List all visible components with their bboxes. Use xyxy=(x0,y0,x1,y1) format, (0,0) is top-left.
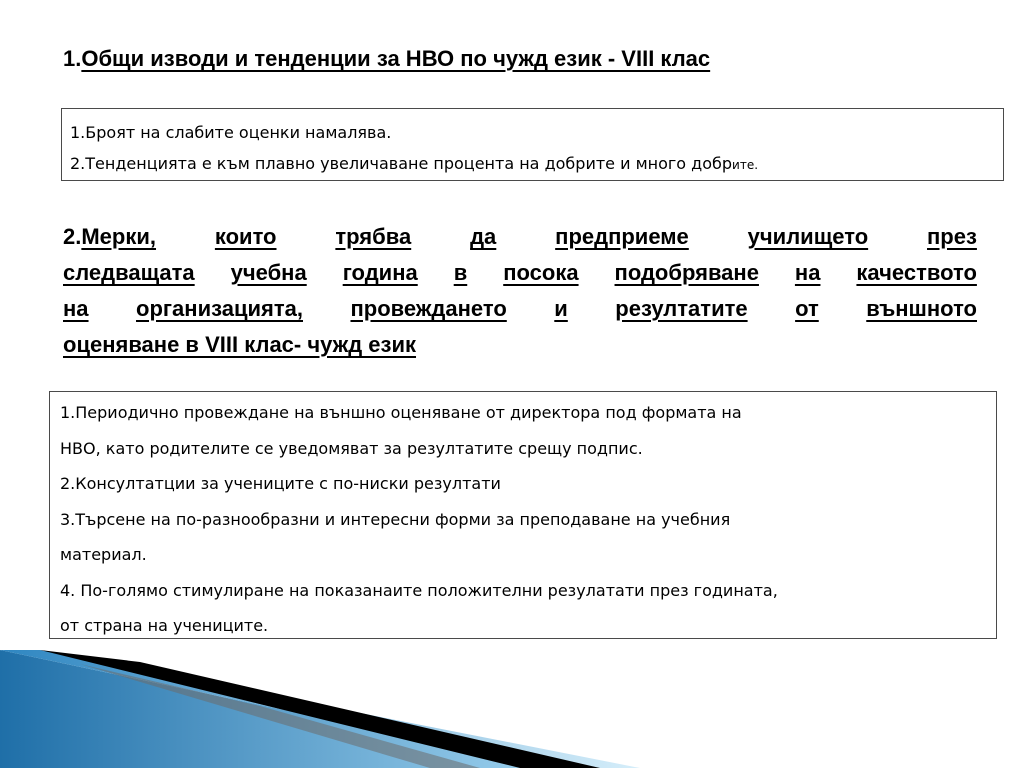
section2-word: външното xyxy=(866,296,977,321)
section2-line xyxy=(63,291,977,327)
conclusion-item-text: 2.Тенденцията е към плавно увеличаване процента на добрите и много добр xyxy=(70,154,733,173)
section2-line4: оценяване в VIII клас- чужд език xyxy=(63,332,417,357)
conclusion-item-tail: ите. xyxy=(732,158,759,172)
section2-word: Мерки, xyxy=(81,224,157,249)
section2-word: учебна xyxy=(230,260,307,285)
section2-line xyxy=(63,219,977,255)
section2-word: в xyxy=(453,260,468,285)
measure-line: 3.Търсене на по-разнообразни и интересни форми за преподаване на учебния xyxy=(60,509,731,529)
section2-word: от xyxy=(795,296,819,321)
section2-word: посока xyxy=(503,260,579,285)
measure-line: 4. По-голямо стимулиране на показанаите положителни резулатати през годината, xyxy=(60,580,778,600)
conclusion-item: 1.Броят на слабите оценки намалява. xyxy=(70,123,392,142)
section2-heading xyxy=(63,219,977,363)
section2-word: организацията, xyxy=(136,296,303,321)
section2-line xyxy=(63,327,977,363)
section2-word: на xyxy=(63,296,89,321)
section2-word: на xyxy=(794,260,821,285)
measure-line: 2.Консултатции за учениците с по-ниски резултати xyxy=(60,474,501,493)
section2-word: през xyxy=(927,224,977,249)
section2-first-word xyxy=(63,219,156,255)
section2-word: училището xyxy=(747,224,869,249)
section1-number: 1. xyxy=(63,46,82,71)
conclusions-box xyxy=(61,108,1004,181)
section1-heading xyxy=(63,44,963,74)
section2-word: и xyxy=(554,296,568,321)
measure-line: материал. xyxy=(60,545,147,564)
section2-number: 2. xyxy=(63,224,82,249)
measures-box xyxy=(49,391,997,639)
section2-word: провеждането xyxy=(350,296,507,321)
section2-word: година xyxy=(342,260,418,285)
measure-line: от страна на учениците. xyxy=(60,616,269,635)
section2-word: предприеме xyxy=(555,224,689,249)
section2-word: да xyxy=(470,224,497,249)
section2-word: подобряване xyxy=(614,260,759,285)
section2-line xyxy=(63,255,977,291)
measure-line: НВО, като родителите се уведомяват за резултатите срещу подпис. xyxy=(60,438,643,458)
measure-line: 1.Периодично провеждане на външно оценяване от директора под формата на xyxy=(60,403,742,422)
section1-title: Общи изводи и тенденции за НВО по чужд език - VIII клас xyxy=(81,46,711,71)
section2-word: резултатите xyxy=(615,296,748,321)
section2-word: трябва xyxy=(335,224,412,249)
section2-word: качеството xyxy=(856,260,977,285)
section2-word: следващата xyxy=(63,260,195,285)
conclusion-item xyxy=(70,148,995,181)
section2-word: които xyxy=(214,224,277,249)
